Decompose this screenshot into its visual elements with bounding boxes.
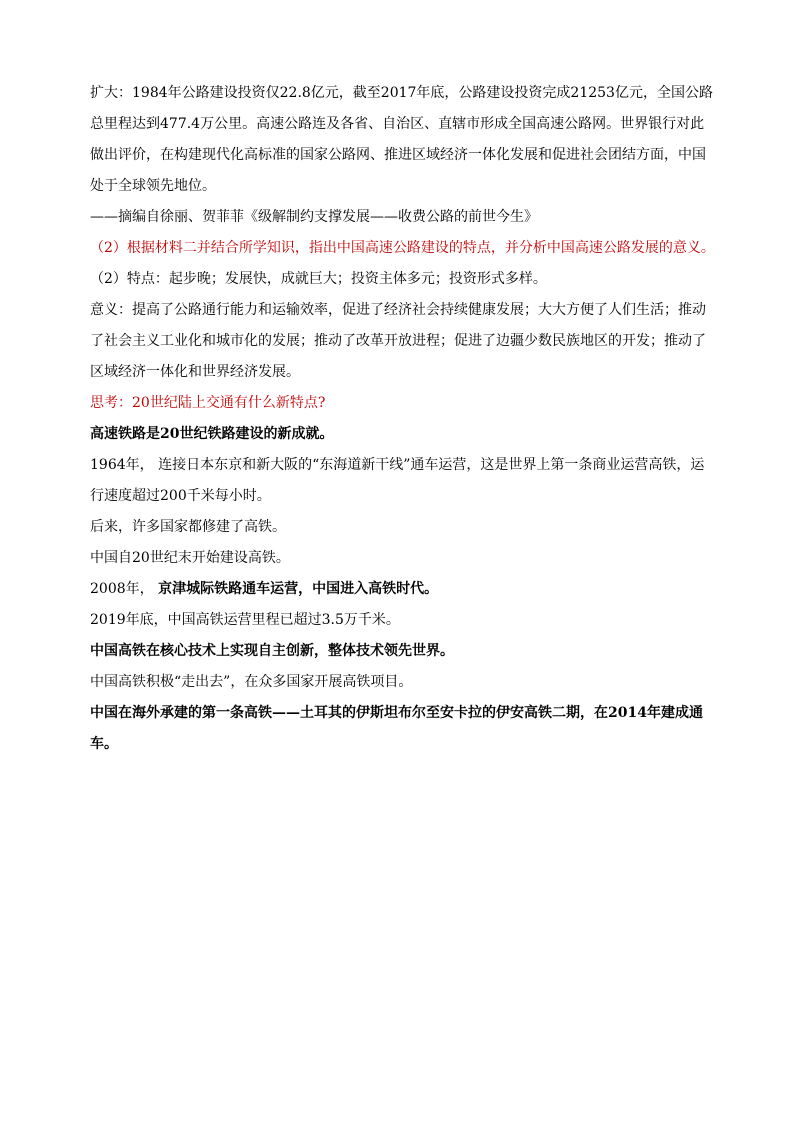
paragraph-expansion: 扩大：1984年公路建设投资仅22.8亿元，截至2017年底，公路建设投资完成21253亿元，全国公路总里程达到477.4万公里。高速公路连及各省、自治区、直辖市形成全国高速公路网。世界银行对此做出评价，在构建现代化高标准的国家公路网、推进区域经济一体化发展和促进社会团结方面，中国处于全球领先地位。 (90, 85, 713, 194)
paragraph-later: 后来，许多国家都修建了高铁。 (90, 519, 286, 535)
paragraph-2008 (90, 574, 715, 605)
paragraph-china-start: 中国自20世纪末开始建设高铁。 (90, 550, 290, 566)
paragraph-turkey: 中国在海外承建的第一条高铁——土耳其的伊斯坦布尔至安卡拉的伊安高铁二期，在2014年建成通车。 (90, 705, 703, 752)
answer-significance: 意义：提高了公路通行能力和运输效率，促进了经济社会持续健康发展；大大方便了人们生活；推动了社会主义工业化和城市化的发展；推动了改革开放进程；促进了边疆少数民族地区的开发；推动了区域经济一体化和世界经济发展。 (90, 302, 706, 380)
paragraph-2019: 2019年底，中国高铁运营里程已超过3.5万千米。 (90, 612, 400, 628)
think-question: 思考：20世纪陆上交通有什么新特点? (90, 395, 326, 411)
paragraph-source: ——摘编自徐丽、贺菲菲《级解制约支撑发展——收费公路的前世今生》 (90, 209, 538, 225)
answer-features: （2）特点：起步晚；发展快，成就巨大；投资主体多元；投资形式多样。 (90, 271, 547, 287)
paragraph-1964: 1964年， 连接日本东京和新大阪的“东海道新干线”通车运营，这是世界上第一条商业运营高铁，运行速度超过200千米每小时。 (90, 457, 705, 504)
paragraph-2008-year: 2008年， (90, 581, 159, 597)
paragraph-2008-bold: 京津城际铁路通车运营，中国进入高铁时代。 (158, 581, 439, 597)
highspeed-rail-heading: 高速铁路是20世纪铁路建设的新成就。 (90, 426, 334, 442)
document-page (90, 78, 715, 760)
question-2: （2）根据材料二并结合所学知识，指出中国高速公路建设的特点，并分析中国高速公路发展的意义。 (90, 240, 715, 256)
paragraph-going-out: 中国高铁积极“走出去”，在众多国家开展高铁项目。 (90, 674, 413, 690)
paragraph-innovation: 中国高铁在核心技术上实现自主创新，整体技术领先世界。 (90, 643, 454, 659)
